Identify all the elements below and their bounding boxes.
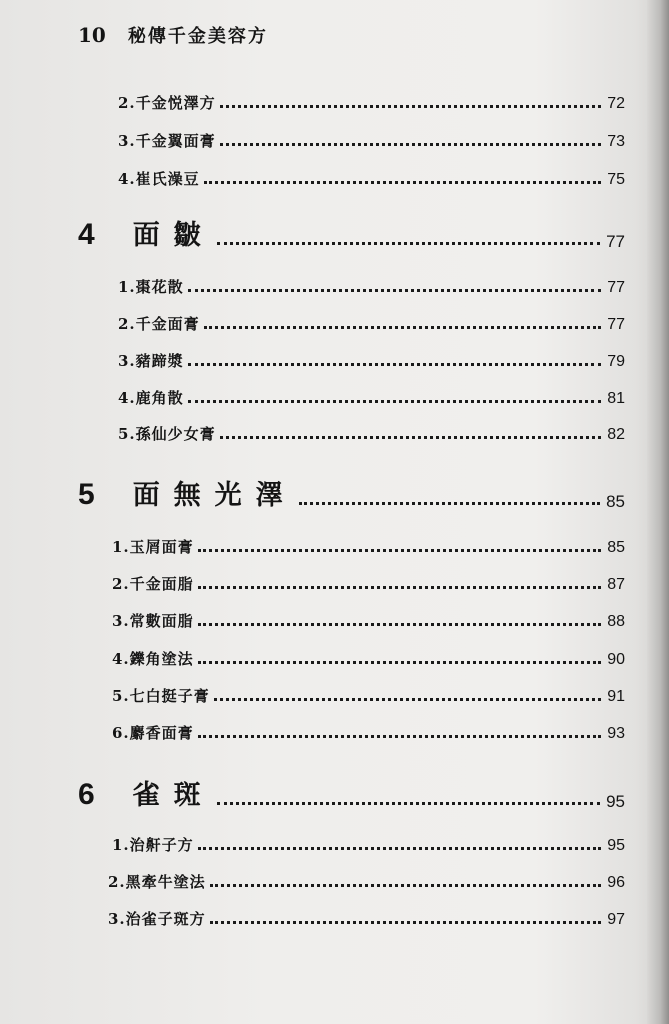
toc-entry [118, 130, 625, 151]
page-edge-shadow [647, 0, 669, 1024]
dot-leader [210, 921, 602, 924]
dot-leader [198, 549, 602, 552]
toc-entry [118, 313, 625, 334]
toc-chapter [78, 773, 625, 812]
chapter-number: 4 [78, 218, 95, 251]
toc-entry-label: 3.豬蹄漿 [118, 352, 184, 370]
toc-entry-label: 5.孫仙少女膏 [118, 425, 216, 443]
dot-leader [220, 105, 602, 108]
toc-entry [112, 536, 625, 557]
dot-leader [188, 289, 602, 292]
toc-entry-label: 3.治雀子斑方 [108, 910, 206, 928]
toc-entry-label: 5.七白挺子膏 [112, 687, 210, 705]
toc-entry-page: 82 [607, 426, 625, 443]
dot-leader [217, 802, 600, 805]
dot-leader [188, 363, 602, 366]
page-number: 10 [78, 23, 106, 47]
toc-entry [112, 834, 625, 855]
toc-entry-page: 87 [607, 576, 625, 593]
dot-leader [214, 698, 602, 701]
chapter-number: 6 [78, 778, 95, 811]
dot-leader [220, 143, 602, 146]
toc-entry-page: 95 [607, 837, 625, 854]
toc-entry-label: 2.千金面膏 [118, 315, 200, 333]
toc-entry [118, 92, 625, 113]
toc-entry-page: 93 [607, 725, 625, 742]
toc-entry-label: 1.棗花散 [118, 278, 184, 296]
toc-entry-label: 2.千金面脂 [112, 575, 194, 593]
toc-entry [108, 908, 625, 929]
toc-entry-page: 72 [607, 95, 625, 112]
toc-entry-page: 85 [607, 539, 625, 556]
toc-entry-page: 96 [607, 874, 625, 891]
dot-leader [188, 400, 602, 403]
toc-entry [112, 648, 625, 669]
chapter-title: 雀斑 [132, 780, 215, 811]
toc-entry-page: 97 [607, 911, 625, 928]
toc-entry [112, 573, 625, 594]
toc-chapter [78, 213, 625, 252]
toc-entry-page: 75 [607, 171, 625, 188]
dot-leader [198, 661, 602, 664]
dot-leader [220, 436, 602, 439]
toc-chapter [78, 473, 625, 512]
dot-leader [198, 623, 602, 626]
toc-entry-page: 79 [607, 353, 625, 370]
toc-entry [112, 610, 625, 631]
toc-entry-label: 1.治鼾子方 [112, 836, 194, 854]
toc-entry [112, 685, 625, 706]
chapter-title: 面皺 [132, 220, 215, 251]
toc-entry-label: 2.黑牽牛塗法 [108, 873, 206, 891]
toc-entry [118, 387, 625, 408]
chapter-title: 面無光澤 [132, 480, 297, 511]
chapter-page: 95 [606, 792, 625, 811]
toc-entry-page: 81 [607, 390, 625, 407]
toc-entry-page: 88 [607, 613, 625, 630]
toc-entry-label: 3.千金翼面膏 [118, 132, 216, 150]
dot-leader [198, 847, 602, 850]
toc-entry-page: 91 [607, 688, 625, 705]
dot-leader [204, 326, 602, 329]
toc-entry [118, 350, 625, 371]
dot-leader [198, 735, 602, 738]
toc-entry [112, 722, 625, 743]
toc-entry-label: 4.鑠角塗法 [112, 650, 194, 668]
toc-entry [118, 168, 625, 189]
dot-leader [210, 884, 602, 887]
chapter-page: 85 [606, 492, 625, 511]
chapter-number: 5 [78, 478, 95, 511]
dot-leader [198, 586, 602, 589]
toc-entry-label: 6.麝香面膏 [112, 724, 194, 742]
dot-leader [299, 502, 600, 505]
dot-leader [204, 181, 602, 184]
toc-entry-label: 4.鹿角散 [118, 389, 184, 407]
toc-entry-page: 77 [607, 316, 625, 333]
toc-entry-page: 77 [607, 279, 625, 296]
toc-entry-page: 73 [607, 133, 625, 150]
book-title: 秘傳千金美容方 [127, 26, 268, 47]
toc-entry-page: 90 [607, 651, 625, 668]
toc-entry [108, 871, 625, 892]
toc-entry-label: 1.玉屑面膏 [112, 538, 194, 556]
toc-entry-label: 3.常數面脂 [112, 612, 194, 630]
toc-entry-label: 2.千金悦澤方 [118, 94, 216, 112]
toc-entry [118, 276, 625, 297]
dot-leader [217, 242, 600, 245]
chapter-page: 77 [606, 232, 625, 251]
page-header [78, 22, 268, 52]
toc-entry-label: 4.崔氏澡豆 [118, 170, 200, 188]
toc-entry [118, 423, 625, 444]
